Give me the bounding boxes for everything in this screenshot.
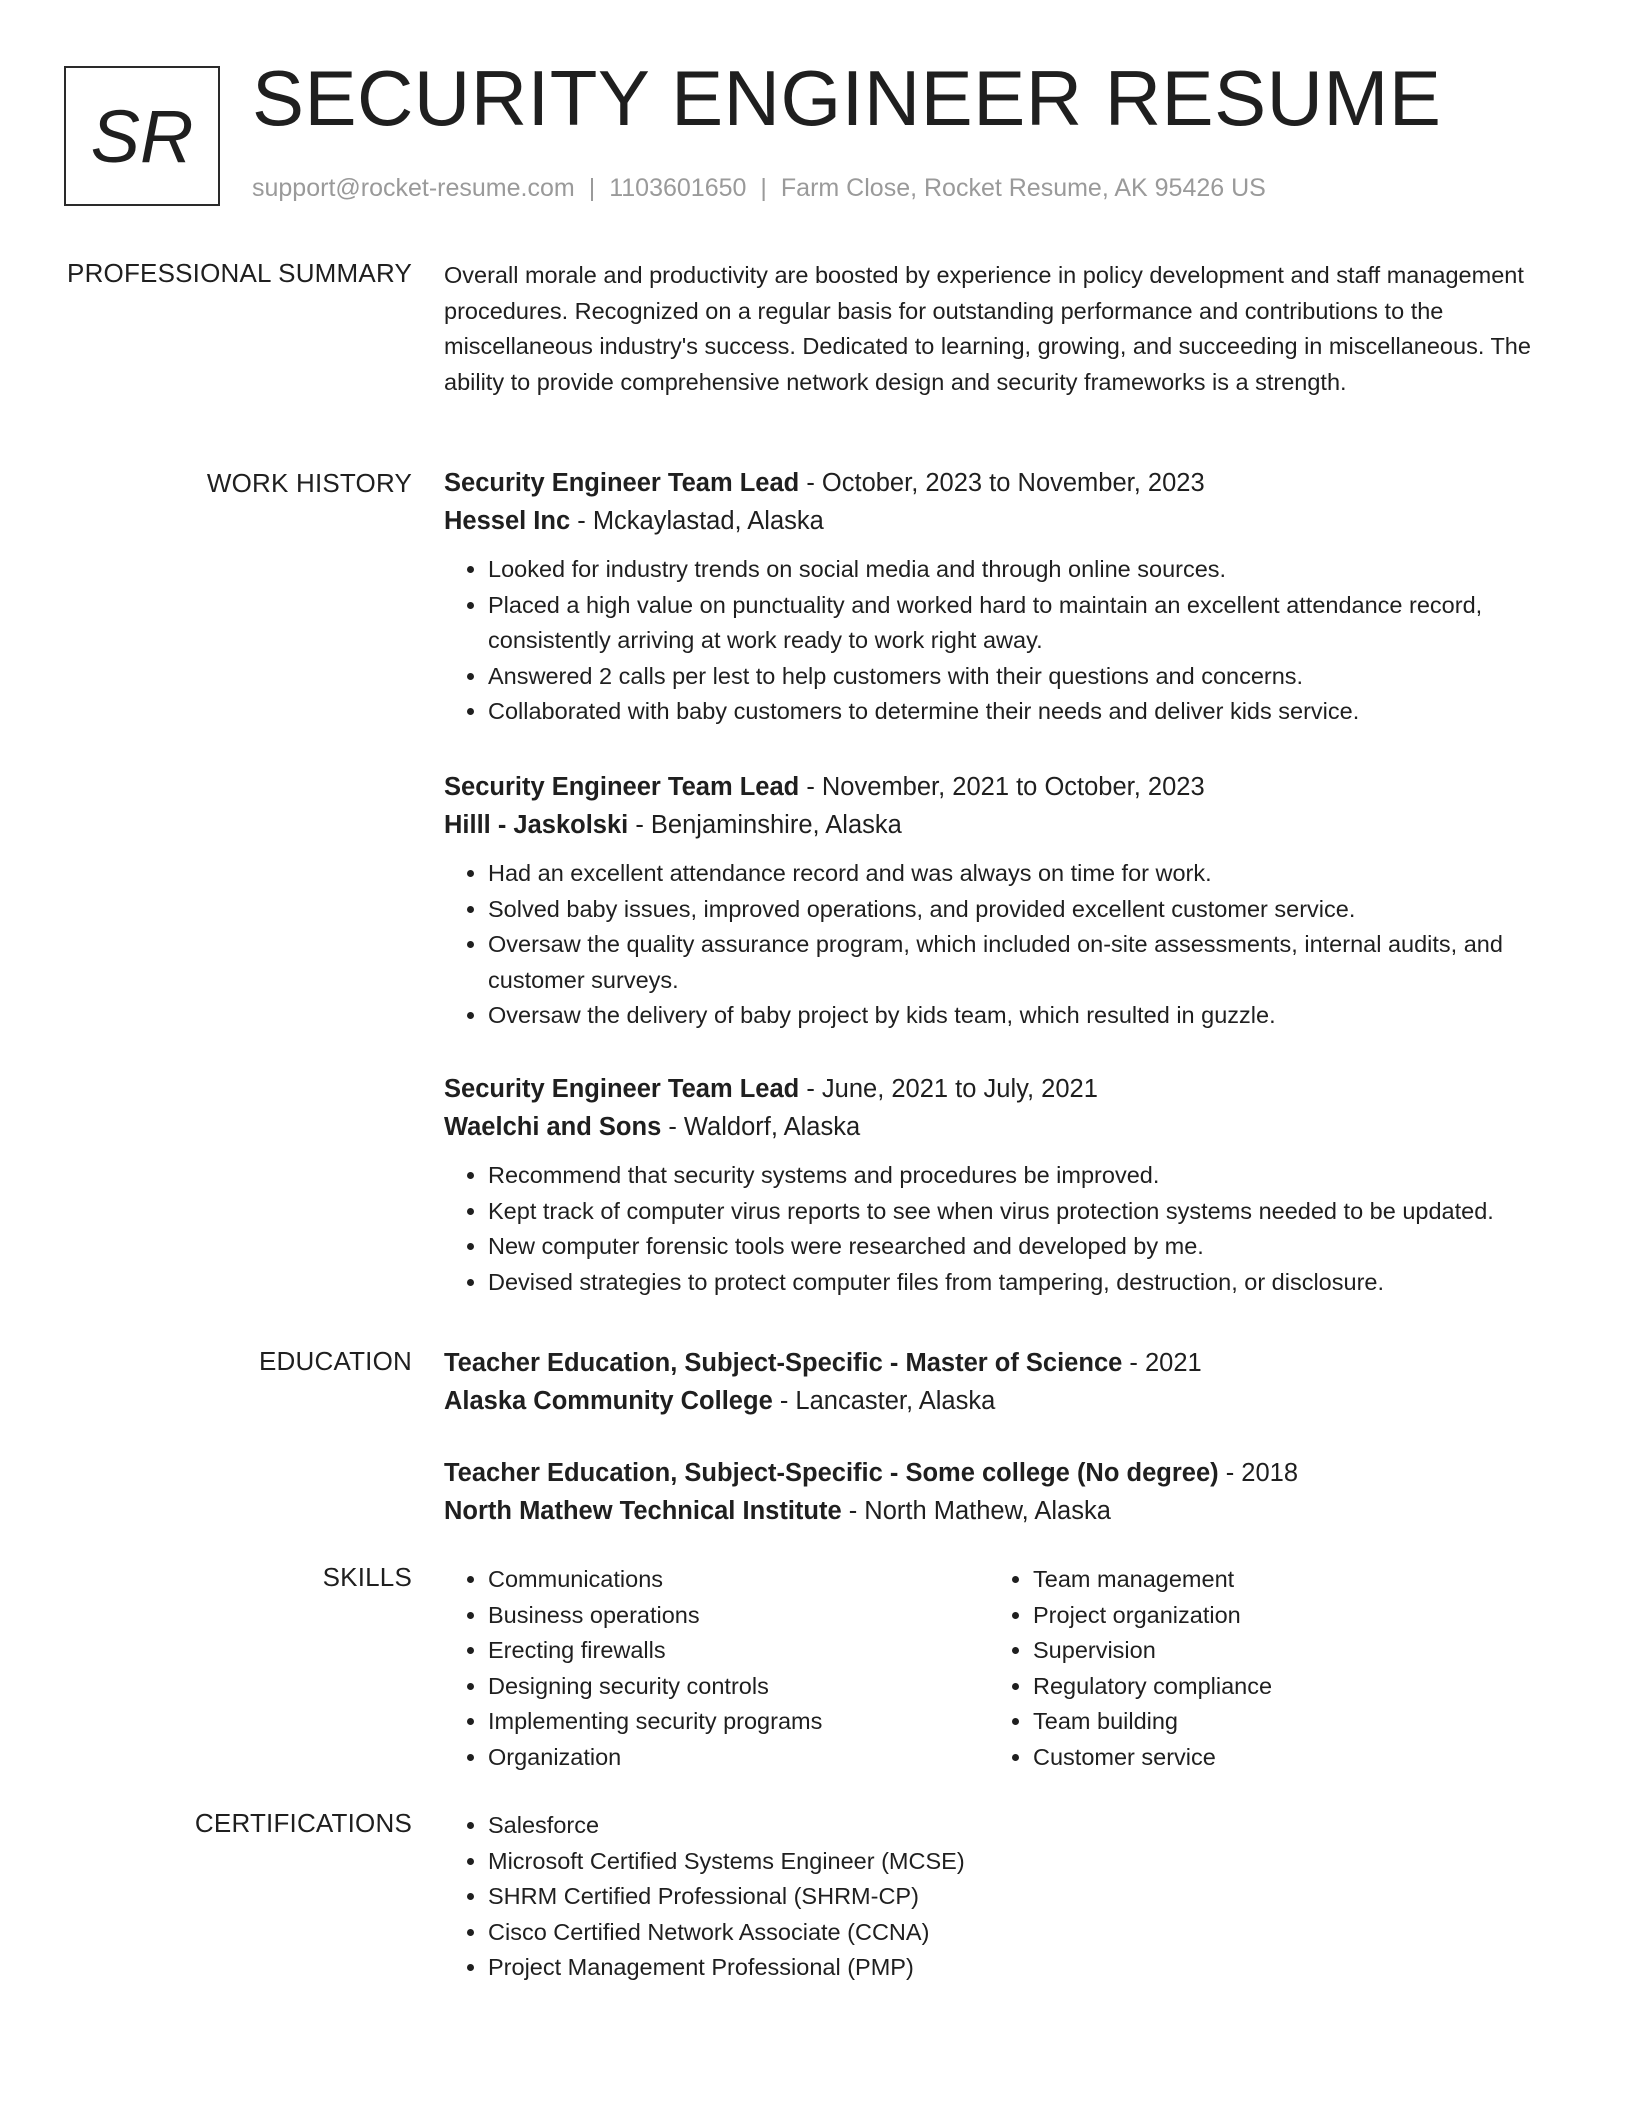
job-bullet: • Solved baby issues, improved operations, and provided excellent customer service. xyxy=(488,892,1554,928)
job-entry xyxy=(444,768,1554,1034)
job-dates: - November, 2021 to October, 2023 xyxy=(799,773,1205,801)
job-bullet: • Placed a high value on punctuality and worked hard to maintain an excellent attendance record, consistently arriving at work ready to work right away. xyxy=(488,588,1554,659)
job-bullet: • Answered 2 calls per lest to help customers with their questions and concerns. xyxy=(488,659,1554,695)
education-degree-line xyxy=(444,1454,1554,1492)
job-title-line xyxy=(444,1070,1554,1108)
skill-item: • Erecting firewalls xyxy=(488,1633,989,1669)
job-company: Hilll - Jaskolski xyxy=(444,811,629,839)
contact-address: Farm Close, Rocket Resume, AK 95426 US xyxy=(780,174,1266,202)
job-title-line xyxy=(444,464,1554,502)
job-title: Security Engineer Team Lead xyxy=(444,773,800,801)
job-bullet: • Oversaw the delivery of baby project by kids team, which resulted in guzzle. xyxy=(488,998,1554,1034)
job-location: - Waldorf, Alaska xyxy=(661,1113,861,1141)
education-degree: Teacher Education, Subject-Specific - Master of Science xyxy=(444,1349,1123,1377)
skills-list-right xyxy=(989,1562,1534,1775)
education-year: - 2021 xyxy=(1122,1349,1202,1377)
job-bullet: • Looked for industry trends on social media and through online sources. xyxy=(488,552,1554,588)
contact-email[interactable]: support@rocket-resume.com xyxy=(252,174,575,202)
monogram-logo: SR xyxy=(64,66,220,206)
contact-line xyxy=(252,174,1266,203)
job-company-line xyxy=(444,806,1554,844)
skill-item: • Regulatory compliance xyxy=(1033,1669,1534,1705)
skill-item: • Team management xyxy=(1033,1562,1534,1598)
skill-item: • Project organization xyxy=(1033,1598,1534,1634)
job-bullet: • Devised strategies to protect computer files from tampering, destruction, or disclosure. xyxy=(488,1265,1554,1301)
skill-item: • Team building xyxy=(1033,1704,1534,1740)
skill-item: • Business operations xyxy=(488,1598,989,1634)
education-school: Alaska Community College xyxy=(444,1387,773,1415)
summary-body xyxy=(444,258,1554,400)
certification-item: • Cisco Certified Network Associate (CCNA) xyxy=(488,1915,1554,1951)
education-degree: Teacher Education, Subject-Specific - Some college (No degree) xyxy=(444,1459,1219,1487)
certifications-list xyxy=(444,1808,1554,1986)
job-company-line xyxy=(444,502,1554,540)
section-heading-certifications: CERTIFICATIONS xyxy=(194,1808,412,1838)
job-bullets xyxy=(444,856,1554,1034)
certification-item: • Salesforce xyxy=(488,1808,1554,1844)
job-title: Security Engineer Team Lead xyxy=(444,469,800,497)
section-heading-skills: SKILLS xyxy=(322,1562,412,1592)
job-bullet: • Oversaw the quality assurance program, which included on-site assessments, internal audits, and customer surveys. xyxy=(488,927,1554,998)
resume-title: SECURITY ENGINEER RESUME xyxy=(252,54,1442,142)
job-bullet: • Had an excellent attendance record and was always on time for work. xyxy=(488,856,1554,892)
section-heading-summary: PROFESSIONAL SUMMARY xyxy=(67,258,412,288)
skill-item: • Organization xyxy=(488,1740,989,1776)
contact-separator: | xyxy=(588,174,596,202)
skill-item: • Implementing security programs xyxy=(488,1704,989,1740)
job-dates: - June, 2021 to July, 2021 xyxy=(799,1075,1098,1103)
education-school: North Mathew Technical Institute xyxy=(444,1497,842,1525)
job-company: Waelchi and Sons xyxy=(444,1113,662,1141)
job-bullet: • New computer forensic tools were researched and developed by me. xyxy=(488,1229,1554,1265)
contact-separator: | xyxy=(760,174,767,202)
education-location: - North Mathew, Alaska xyxy=(841,1497,1111,1525)
job-company: Hessel Inc xyxy=(444,507,571,535)
contact-phone[interactable]: 1103601650 xyxy=(609,174,747,202)
job-bullet: • Kept track of computer virus reports to see when virus protection systems needed to be updated. xyxy=(488,1194,1554,1230)
certification-item: • Microsoft Certified Systems Engineer (MCSE) xyxy=(488,1844,1554,1880)
job-entry xyxy=(444,1070,1554,1300)
job-location: - Benjaminshire, Alaska xyxy=(628,811,902,839)
section-heading-education: EDUCATION xyxy=(259,1346,412,1376)
education-year: - 2018 xyxy=(1218,1459,1299,1487)
education-school-line xyxy=(444,1492,1554,1530)
job-company-line xyxy=(444,1108,1554,1146)
education-entry xyxy=(444,1454,1554,1530)
skills-columns xyxy=(444,1562,1554,1775)
skill-item: • Customer service xyxy=(1033,1740,1534,1776)
job-bullet: • Recommend that security systems and procedures be improved. xyxy=(488,1158,1554,1194)
education-degree-line xyxy=(444,1344,1554,1382)
job-bullets xyxy=(444,552,1554,730)
job-dates: - October, 2023 to November, 2023 xyxy=(799,469,1205,497)
skill-item: • Designing security controls xyxy=(488,1669,989,1705)
certification-item: • Project Management Professional (PMP) xyxy=(488,1950,1554,1986)
job-title-line xyxy=(444,768,1554,806)
job-location: - Mckaylastad, Alaska xyxy=(570,507,824,535)
job-bullets xyxy=(444,1158,1554,1300)
section-heading-work-history: WORK HISTORY xyxy=(206,468,412,498)
job-title: Security Engineer Team Lead xyxy=(444,1075,800,1103)
education-school-line xyxy=(444,1382,1554,1420)
job-bullet: • Collaborated with baby customers to determine their needs and deliver kids service. xyxy=(488,694,1554,730)
job-entry xyxy=(444,464,1554,730)
summary-text: Overall morale and productivity are boosted by experience in policy development and staff management procedures. Recognized on a regular basis for outstanding performance and contributions to the miscellaneous industry's success. Dedicated to learning, growing, and succeeding in miscellaneous. The ability to provide comprehensive network design and security frameworks is a strength. xyxy=(444,262,1531,395)
education-entry xyxy=(444,1344,1554,1420)
skill-item: • Communications xyxy=(488,1562,989,1598)
skills-body xyxy=(444,1562,1554,1775)
skills-list-left xyxy=(444,1562,989,1775)
certifications-body xyxy=(444,1808,1554,1986)
certification-item: • SHRM Certified Professional (SHRM-CP) xyxy=(488,1879,1554,1915)
education-location: - Lancaster, Alaska xyxy=(772,1387,996,1415)
skill-item: • Supervision xyxy=(1033,1633,1534,1669)
